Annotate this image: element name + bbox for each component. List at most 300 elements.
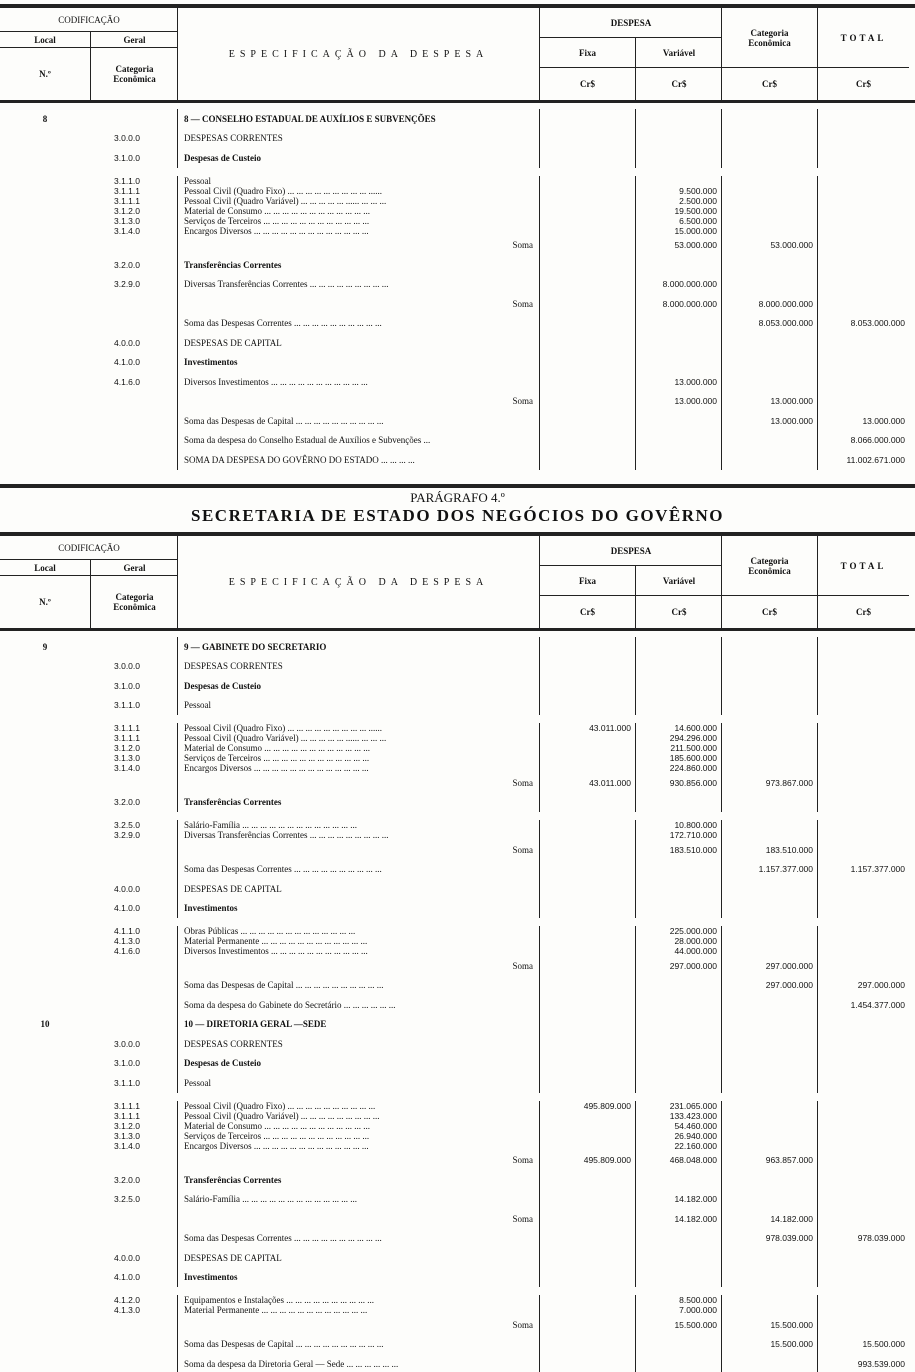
budget-code: 4.1.0.0 [90,353,178,373]
total-value [818,372,909,392]
categoria-value: 15.500.000 [722,1335,818,1355]
table-row [0,1054,915,1074]
budget-code [90,956,178,976]
total-value [818,840,909,860]
variavel-value: 13.000.000 [636,372,722,392]
fixa-value [540,936,636,946]
specification: Encargos Diversos ... ... ... ... ... ... ... ... ... ... ... ... ... [178,226,540,236]
total-value [818,129,909,149]
total-value [818,1073,909,1093]
specification: Diversas Transferências Correntes ... ... ... ... ... ... ... ... ... [178,830,540,840]
variavel-value [636,1034,722,1054]
local-number [0,255,90,275]
fixa-value [540,1229,636,1249]
variavel-value [636,879,722,899]
fixa-value [540,899,636,919]
total-value [818,1209,909,1229]
table-row [0,216,915,226]
local-number [0,236,90,256]
budget-code [90,1354,178,1372]
especificacao-header: ESPECIFICAÇÃO DA DESPESA [178,8,540,100]
categoria-value [722,353,818,373]
budget-code: 3.1.3.0 [90,753,178,763]
local-number [0,976,90,996]
currency-label: Cr$ [856,607,871,617]
categoria-value: 978.039.000 [722,1229,818,1249]
local-number [0,793,90,813]
specification: Transferências Correntes [178,255,540,275]
categoria-value: 183.510.000 [722,840,818,860]
variavel-value: 185.600.000 [636,753,722,763]
local-number [0,743,90,753]
categoria-value [722,129,818,149]
variavel-value [636,450,722,470]
table-row [0,1190,915,1210]
specification: 9 — GABINETE DO SECRETARIO [178,637,540,657]
budget-code: 3.1.0.0 [90,676,178,696]
budget-code [90,392,178,412]
variavel-value: 930.856.000 [636,773,722,793]
variavel-value: 14.600.000 [636,723,722,733]
variavel-value [636,148,722,168]
total-value [818,696,909,716]
soma-row [0,1209,915,1229]
budget-code [90,637,178,657]
fixa-value [540,733,636,743]
local-number [0,1170,90,1190]
specification: Material Permanente ... ... ... ... ... ... ... ... ... ... ... ... [178,936,540,946]
categoria-value: 13.000.000 [722,411,818,431]
specification: Serviços de Terceiros ... ... ... ... ... ... ... ... ... ... ... ... [178,753,540,763]
specification: Soma da despesa do Gabinete do Secretário ... ... ... ... ... ... [178,995,540,1015]
table-row [0,1305,915,1315]
table-row [0,148,915,168]
budget-code [90,1315,178,1335]
budget-code: 4.0.0.0 [90,879,178,899]
fixa-value [540,753,636,763]
categoria-value [722,879,818,899]
specification: Diversas Transferências Correntes ... ... ... ... ... ... ... ... ... [178,275,540,295]
numero-label: N.º [39,597,51,607]
variavel-value: 22.160.000 [636,1141,722,1151]
specification: Soma das Despesas Correntes ... ... ... ... ... ... ... ... ... ... [178,314,540,334]
total-value [818,1151,909,1171]
total-value [818,773,909,793]
variavel-value [636,176,722,186]
budget-code [90,109,178,129]
total-value: 8.066.000.000 [850,435,905,446]
specification: Material de Consumo ... ... ... ... ... ... ... ... ... ... ... ... [178,743,540,753]
variavel-value [636,1054,722,1074]
budget-code: 3.1.3.0 [90,1131,178,1141]
table-body [0,109,915,470]
variavel-value: 54.460.000 [636,1121,722,1131]
fixa-value [540,294,636,314]
budget-code: 3.0.0.0 [90,129,178,149]
total-value: 11.002.671.000 [846,454,905,465]
categoria-value [722,995,818,1015]
budget-code: 3.1.1.1 [90,186,178,196]
codificacao-label: CODIFICAÇÃO [0,536,178,560]
variavel-value [636,1229,722,1249]
categoria-value [722,1248,818,1268]
table-row [0,1354,915,1372]
categoria-value [722,148,818,168]
soma-row [0,840,915,860]
budget-code: 3.2.0.0 [90,1170,178,1190]
categoria-value [722,176,818,186]
local-label: Local [34,34,56,45]
specification: Soma [178,1209,540,1229]
categoria-value [722,676,818,696]
fixa-value [540,976,636,996]
specification: Pessoal [178,176,540,186]
variavel-value: 183.510.000 [636,840,722,860]
local-number [0,294,90,314]
total-value [818,353,909,373]
local-number [0,1305,90,1315]
local-number [0,936,90,946]
table-row [0,1131,915,1141]
table-header [0,8,915,103]
categoria-value [722,1295,818,1305]
local-number [0,946,90,956]
local-number: 10 [40,1019,50,1030]
specification: Despesas de Custeio [178,676,540,696]
fixa-value [540,216,636,226]
categoria-value [722,1190,818,1210]
fixa-value [540,879,636,899]
fixa-value [540,1073,636,1093]
table-row [0,226,915,236]
table-row [0,926,915,936]
categoria-value [722,1141,818,1151]
categoria-value [722,255,818,275]
categoria-value: 8.000.000.000 [722,294,818,314]
currency-label: Cr$ [540,68,636,100]
soma-row [0,956,915,976]
total-value [818,820,909,830]
local-number: 8 [42,113,48,124]
categoria-value [722,753,818,763]
specification: Investimentos [178,899,540,919]
codificacao-label: CODIFICAÇÃO [0,8,178,32]
soma-row [0,1151,915,1171]
specification: Pessoal [178,696,540,716]
table-row [0,1295,915,1305]
fixa-value [540,793,636,813]
fixa-value [540,372,636,392]
categoria-value [722,1268,818,1288]
categoria-value [722,637,818,657]
local-number [0,879,90,899]
local-number [0,1248,90,1268]
table-row [0,1034,915,1054]
section-secretaria [0,486,915,1372]
local-number [0,372,90,392]
total-value: 1.157.377.000 [850,864,905,875]
local-number [0,1190,90,1210]
budget-code: 4.0.0.0 [90,1248,178,1268]
budget-code [90,314,178,334]
fixa-value [540,946,636,956]
despesa-header: DESPESA [540,536,722,566]
table-row [0,1121,915,1131]
currency-label: Cr$ [671,79,687,89]
specification: Pessoal [178,1073,540,1093]
budget-code [90,1015,178,1035]
total-value [818,1170,909,1190]
specification: Material de Consumo ... ... ... ... ... ... ... ... ... ... ... ... [178,1121,540,1131]
total-value [818,657,909,677]
local-number [0,1315,90,1335]
specification: Encargos Diversos ... ... ... ... ... ... ... ... ... ... ... ... ... [178,1141,540,1151]
budget-code [90,1229,178,1249]
total-value [818,1111,909,1121]
budget-code [90,773,178,793]
budget-code [90,1209,178,1229]
table-row [0,860,915,880]
total-value [818,196,909,206]
table-row [0,743,915,753]
table-row [0,206,915,216]
local-number [0,275,90,295]
total-value: 993.539.000 [857,1358,905,1369]
table-row [0,450,915,470]
specification: Soma [178,1315,540,1335]
budget-code: 4.1.2.0 [90,1295,178,1305]
budget-code: 3.1.0.0 [90,148,178,168]
currency-label: Cr$ [762,607,777,617]
variavel-value: 44.000.000 [636,946,722,956]
categoria-value [722,763,818,773]
budget-code: 3.1.0.0 [90,1054,178,1074]
currency-label: Cr$ [671,607,687,617]
categoria-value: 297.000.000 [722,956,818,976]
total-value [818,676,909,696]
soma-row [0,1315,915,1335]
specification: Salário-Família ... ... ... ... ... ... ... ... ... ... ... ... ... [178,1190,540,1210]
local-number [0,1354,90,1372]
variavel-value [636,1015,722,1035]
total-value [818,186,909,196]
currency-label: Cr$ [540,596,636,628]
local-number [0,450,90,470]
table-row [0,353,915,373]
budget-code: 3.1.1.1 [90,196,178,206]
total-value [818,830,909,840]
categoria-value: 8.053.000.000 [722,314,818,334]
specification: Soma [178,773,540,793]
total-value [818,148,909,168]
specification: DESPESAS DE CAPITAL [178,1248,540,1268]
despesa-header: DESPESA [540,8,722,38]
budget-code: 3.0.0.0 [90,657,178,677]
variavel-value [636,353,722,373]
table-row [0,657,915,677]
categoria-value [722,186,818,196]
local-number [0,1335,90,1355]
variavel-value [636,676,722,696]
categoria-value [722,936,818,946]
specification: Soma [178,236,540,256]
specification: Pessoal Civil (Quadro Variável) ... ... ... ... ... ...... ... ... ... [178,196,540,206]
budget-code: 3.1.1.1 [90,1101,178,1111]
specification: Encargos Diversos ... ... ... ... ... ... ... ... ... ... ... ... ... [178,763,540,773]
fixa-value [540,1054,636,1074]
variavel-value [636,1170,722,1190]
variavel-value [636,431,722,451]
local-number [0,773,90,793]
budget-code: 3.1.1.1 [90,723,178,733]
fixa-value [540,353,636,373]
variavel-value [636,637,722,657]
total-value [818,1268,909,1288]
fixa-value [540,1111,636,1121]
fixa-value [540,637,636,657]
categoria-header: Categoria Econômica [722,8,817,68]
table-row [0,946,915,956]
categoria-value [722,372,818,392]
fixa-value [540,840,636,860]
categoria-value [722,1121,818,1131]
budget-code: 3.1.3.0 [90,216,178,226]
budget-code [90,860,178,880]
table-row [0,936,915,946]
specification: Investimentos [178,353,540,373]
fixa-value [540,236,636,256]
budget-code [90,236,178,256]
table-row [0,793,915,813]
categoria-value [722,216,818,226]
categoria-value [722,1073,818,1093]
variavel-value [636,1248,722,1268]
table-row [0,314,915,334]
total-value [818,1131,909,1141]
total-value: 13.000.000 [862,415,905,426]
variavel-value: 297.000.000 [636,956,722,976]
fixa-header: Fixa [540,38,636,67]
fixa-value [540,148,636,168]
table-row [0,275,915,295]
fixa-value [540,676,636,696]
fixa-header: Fixa [540,566,636,595]
local-number [0,753,90,763]
categoria-value [722,657,818,677]
specification: Transferências Correntes [178,793,540,813]
budget-code: 4.1.0.0 [90,1268,178,1288]
fixa-value [540,1305,636,1315]
table-row [0,995,915,1015]
fixa-value [540,1209,636,1229]
local-number [0,176,90,186]
specification: Pessoal Civil (Quadro Fixo) ... ... ... ... ... ... ... ... ... ...... [178,186,540,196]
specification: Equipamentos e Instalações ... ... ... ... ... ... ... ... ... ... [178,1295,540,1305]
local-number [0,392,90,412]
budget-code: 4.0.0.0 [90,333,178,353]
budget-code: 3.1.4.0 [90,226,178,236]
variavel-value: 14.182.000 [636,1190,722,1210]
variavel-value: 225.000.000 [636,926,722,936]
specification: Pessoal Civil (Quadro Fixo) ... ... ... ... ... ... ... ... ... ... [178,1101,540,1111]
categoria-value: 1.157.377.000 [722,860,818,880]
categoria-value [722,899,818,919]
total-value [818,1015,909,1035]
total-value [818,294,909,314]
local-label: Local [34,562,56,573]
budget-code: 4.1.1.0 [90,926,178,936]
variavel-value: 8.000.000.000 [636,294,722,314]
table-row [0,723,915,733]
table-row [0,1141,915,1151]
total-value [818,1248,909,1268]
table-row [0,255,915,275]
budget-code [90,450,178,470]
categoria-value: 297.000.000 [722,976,818,996]
budget-code: 4.1.6.0 [90,372,178,392]
local-number [0,1268,90,1288]
variavel-value [636,1268,722,1288]
specification: Diversos Investimentos ... ... ... ... ... ... ... ... ... ... ... [178,946,540,956]
total-value [818,1141,909,1151]
table-body [0,637,915,1372]
budget-code: 3.1.4.0 [90,763,178,773]
budget-code [90,840,178,860]
local-number [0,411,90,431]
specification: Soma [178,840,540,860]
variavel-value [636,899,722,919]
fixa-value [540,1248,636,1268]
total-value [818,753,909,763]
categoria-value [722,1101,818,1111]
fixa-value [540,956,636,976]
local-number [0,1073,90,1093]
table-row [0,109,915,129]
budget-code: 3.2.0.0 [90,793,178,813]
variavel-header: Variável [662,47,696,58]
fixa-value [540,431,636,451]
fixa-value [540,1315,636,1335]
variavel-value [636,333,722,353]
budget-code: 4.1.0.0 [90,899,178,919]
table-row [0,1170,915,1190]
fixa-value [540,392,636,412]
table-row [0,1111,915,1121]
variavel-value [636,255,722,275]
specification: 10 — DIRETORIA GERAL —SEDE [178,1015,540,1035]
total-value [818,637,909,657]
specification: Soma [178,956,540,976]
specification: DESPESAS CORRENTES [178,657,540,677]
specification: Soma das Despesas de Capital ... ... ... ... ... ... ... ... ... ... [178,411,540,431]
specification: Material de Consumo ... ... ... ... ... ... ... ... ... ... ... ... [178,206,540,216]
total-header: TOTAL [818,8,909,68]
specification: Obras Públicas ... ... ... ... ... ... ... ... ... ... ... ... ... [178,926,540,936]
budget-code [90,411,178,431]
categoria-value [722,1034,818,1054]
variavel-value [636,793,722,813]
fixa-value [540,657,636,677]
categoria-value: 15.500.000 [722,1315,818,1335]
categoria-value: 963.857.000 [722,1151,818,1171]
geral-label: Geral [90,32,178,47]
variavel-value: 211.500.000 [636,743,722,753]
fixa-value [540,820,636,830]
categoria-value [722,206,818,216]
categoria-value [722,226,818,236]
specification: Soma das Despesas de Capital ... ... ... ... ... ... ... ... ... ... [178,976,540,996]
budget-code: 3.1.1.1 [90,733,178,743]
